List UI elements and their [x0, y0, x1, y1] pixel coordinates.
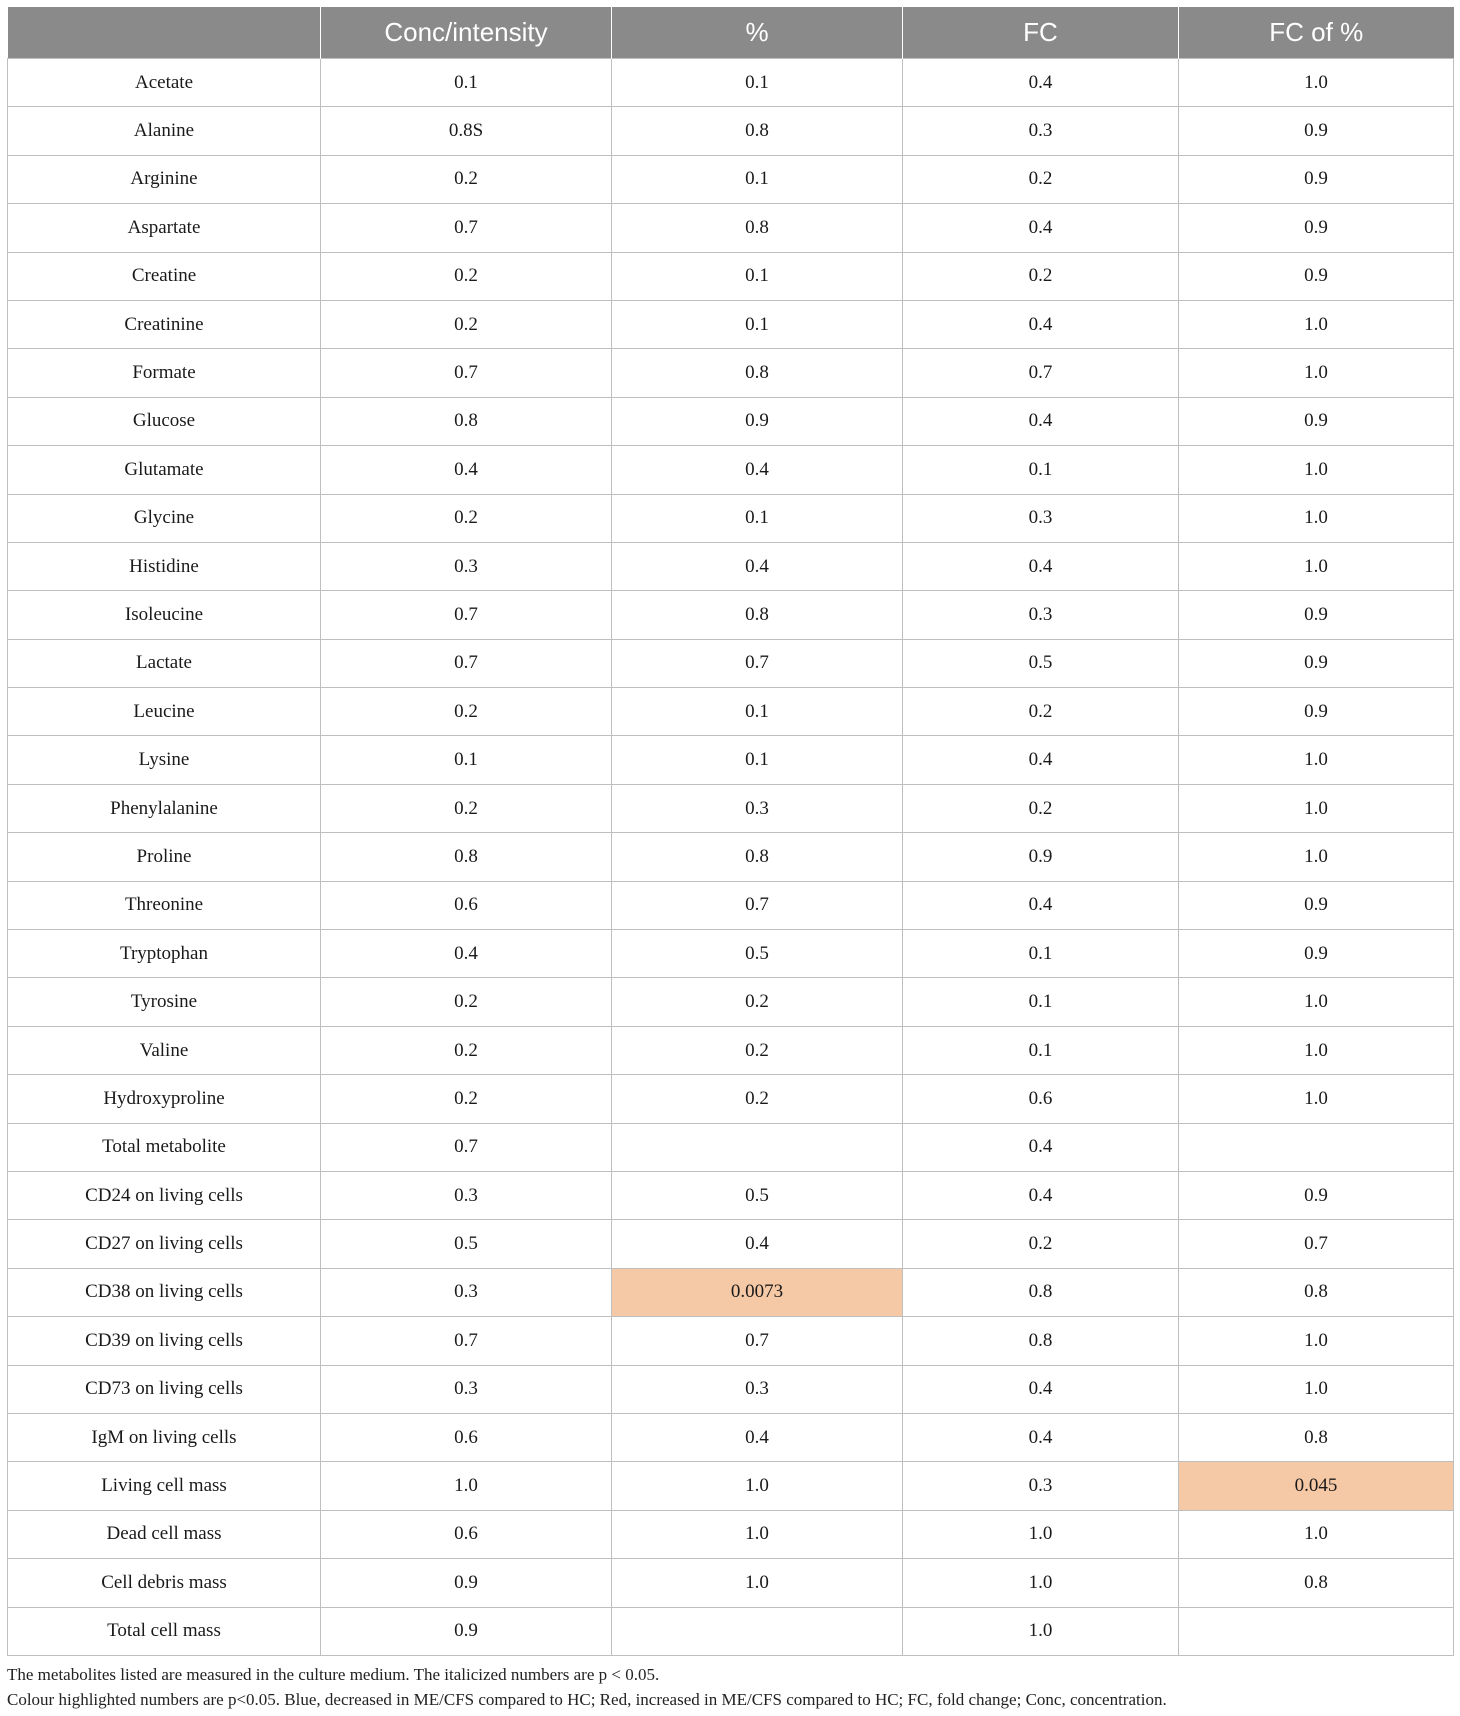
- cell-percent: 0.5: [612, 1171, 903, 1219]
- cell-percent: 1.0: [612, 1462, 903, 1510]
- cell-fc: 0.4: [903, 1413, 1179, 1461]
- cell-fc: 0.4: [903, 300, 1179, 348]
- row-label: CD39 on living cells: [8, 1317, 321, 1365]
- cell-fc-of-percent: [1179, 1123, 1454, 1171]
- cell-fc: 0.3: [903, 107, 1179, 155]
- cell-fc-of-percent: 1.0: [1179, 1026, 1454, 1074]
- cell-fc-of-percent: 0.9: [1179, 252, 1454, 300]
- cell-fc: 0.8: [903, 1268, 1179, 1316]
- table-row: [8, 204, 1454, 252]
- cell-conc: 0.2: [321, 252, 612, 300]
- cell-fc: 0.8: [903, 1317, 1179, 1365]
- table-row: [8, 59, 1454, 107]
- cell-fc: 0.1: [903, 930, 1179, 978]
- row-label: Hydroxyproline: [8, 1075, 321, 1123]
- cell-fc-of-percent: 1.0: [1179, 542, 1454, 590]
- cell-fc: 0.1: [903, 1026, 1179, 1074]
- header-cell-fc: FC: [903, 7, 1179, 59]
- cell-fc: 0.2: [903, 688, 1179, 736]
- cell-fc: 0.3: [903, 1462, 1179, 1510]
- cell-percent: 0.2: [612, 1026, 903, 1074]
- table-row: [8, 349, 1454, 397]
- table-row: [8, 1365, 1454, 1413]
- row-label: Creatinine: [8, 300, 321, 348]
- row-label: Living cell mass: [8, 1462, 321, 1510]
- cell-percent: 0.5: [612, 930, 903, 978]
- cell-conc: 0.3: [321, 1268, 612, 1316]
- cell-fc: 0.6: [903, 1075, 1179, 1123]
- cell-fc: 0.2: [903, 252, 1179, 300]
- cell-percent: [612, 1607, 903, 1655]
- cell-conc: 0.7: [321, 639, 612, 687]
- cell-fc: 0.2: [903, 784, 1179, 832]
- table-row: [8, 930, 1454, 978]
- cell-fc-of-percent: 0.8: [1179, 1559, 1454, 1607]
- row-label: Glutamate: [8, 446, 321, 494]
- table-row: [8, 1268, 1454, 1316]
- table-row: [8, 397, 1454, 445]
- cell-percent: 0.3: [612, 1365, 903, 1413]
- row-label: Threonine: [8, 881, 321, 929]
- table-row: [8, 784, 1454, 832]
- cell-percent: 0.8: [612, 204, 903, 252]
- cell-conc: 0.2: [321, 688, 612, 736]
- cell-fc: 0.4: [903, 542, 1179, 590]
- cell-fc-of-percent: 0.9: [1179, 688, 1454, 736]
- table-row: [8, 1123, 1454, 1171]
- cell-fc-of-percent: 0.9: [1179, 930, 1454, 978]
- cell-conc: 0.7: [321, 1123, 612, 1171]
- cell-fc: 0.4: [903, 397, 1179, 445]
- cell-fc: 0.4: [903, 881, 1179, 929]
- table-row: [8, 1413, 1454, 1461]
- cell-percent: 0.8: [612, 591, 903, 639]
- cell-conc: 0.7: [321, 204, 612, 252]
- cell-fc-of-percent: 1.0: [1179, 978, 1454, 1026]
- row-label: Tryptophan: [8, 930, 321, 978]
- cell-percent: 0.1: [612, 59, 903, 107]
- cell-fc: 1.0: [903, 1510, 1179, 1558]
- cell-conc: 0.3: [321, 542, 612, 590]
- table-row: [8, 107, 1454, 155]
- cell-conc: 0.9: [321, 1607, 612, 1655]
- header-row: [8, 7, 1454, 59]
- cell-fc: 1.0: [903, 1607, 1179, 1655]
- table-row: [8, 1026, 1454, 1074]
- cell-fc-of-percent: 0.9: [1179, 881, 1454, 929]
- cell-fc-of-percent: 1.0: [1179, 349, 1454, 397]
- cell-fc-of-percent: 0.9: [1179, 155, 1454, 203]
- cell-percent: 1.0: [612, 1559, 903, 1607]
- table-container: [7, 7, 1453, 1712]
- cell-conc: 0.1: [321, 59, 612, 107]
- cell-fc: 0.2: [903, 1220, 1179, 1268]
- footnote-line: Colour highlighted numbers are p<0.05. Blue, decreased in ME/CFS compared to HC; Red, increased in ME/CFS compared to HC; FC, fold change; Conc, concentration.: [7, 1689, 1167, 1709]
- cell-conc: 0.3: [321, 1365, 612, 1413]
- table-row: [8, 591, 1454, 639]
- cell-fc-of-percent: 1.0: [1179, 300, 1454, 348]
- cell-percent: 0.8: [612, 349, 903, 397]
- cell-fc-of-percent: 0.7: [1179, 1220, 1454, 1268]
- header-cell-label: [8, 7, 321, 59]
- table-row: [8, 1317, 1454, 1365]
- table-row: [8, 833, 1454, 881]
- table-row: [8, 252, 1454, 300]
- table-row: [8, 300, 1454, 348]
- cell-percent: 0.1: [612, 688, 903, 736]
- table-row: [8, 1220, 1454, 1268]
- table-row: [8, 1462, 1454, 1510]
- cell-percent: 0.4: [612, 1220, 903, 1268]
- row-label: Glycine: [8, 494, 321, 542]
- cell-conc: 0.2: [321, 494, 612, 542]
- cell-fc: 0.1: [903, 978, 1179, 1026]
- cell-fc-of-percent: 1.0: [1179, 833, 1454, 881]
- table-row: [8, 446, 1454, 494]
- cell-conc: 0.9: [321, 1559, 612, 1607]
- cell-conc: 0.2: [321, 1026, 612, 1074]
- cell-fc: 0.9: [903, 833, 1179, 881]
- cell-conc: 0.2: [321, 155, 612, 203]
- cell-conc: 0.2: [321, 784, 612, 832]
- cell-conc: 0.2: [321, 1075, 612, 1123]
- row-label: Alanine: [8, 107, 321, 155]
- table-row: [8, 881, 1454, 929]
- row-label: Lactate: [8, 639, 321, 687]
- row-label: Dead cell mass: [8, 1510, 321, 1558]
- cell-fc-of-percent: [1179, 1607, 1454, 1655]
- cell-fc-of-percent: 1.0: [1179, 1317, 1454, 1365]
- cell-conc: 0.3: [321, 1171, 612, 1219]
- row-label: Creatine: [8, 252, 321, 300]
- row-label: CD38 on living cells: [8, 1268, 321, 1316]
- cell-percent: 0.8: [612, 107, 903, 155]
- footnote-line: The metabolites listed are measured in the culture medium. The italicized numbers are p < 0.05.: [7, 1664, 660, 1684]
- table-row: [8, 639, 1454, 687]
- row-label: Valine: [8, 1026, 321, 1074]
- cell-fc: 0.2: [903, 155, 1179, 203]
- cell-fc-of-percent: 1.0: [1179, 1075, 1454, 1123]
- cell-conc: 0.8: [321, 833, 612, 881]
- cell-percent-highlighted: 0.0073: [612, 1268, 903, 1316]
- cell-percent: 0.7: [612, 881, 903, 929]
- cell-fc-of-percent: 0.8: [1179, 1413, 1454, 1461]
- cell-conc: 0.8: [321, 397, 612, 445]
- row-label: Total metabolite: [8, 1123, 321, 1171]
- header-cell-conc: Conc/intensity: [321, 7, 612, 59]
- cell-fc: 0.4: [903, 1171, 1179, 1219]
- cell-conc: 0.8S: [321, 107, 612, 155]
- cell-fc: 0.4: [903, 736, 1179, 784]
- cell-conc: 1.0: [321, 1462, 612, 1510]
- table-row: [8, 688, 1454, 736]
- cell-percent: 1.0: [612, 1510, 903, 1558]
- row-label: Leucine: [8, 688, 321, 736]
- cell-fc: 0.5: [903, 639, 1179, 687]
- cell-conc: 0.4: [321, 930, 612, 978]
- cell-percent: 0.1: [612, 494, 903, 542]
- cell-fc: 0.4: [903, 59, 1179, 107]
- cell-fc-of-percent: 1.0: [1179, 59, 1454, 107]
- cell-percent: 0.4: [612, 542, 903, 590]
- cell-conc: 0.7: [321, 591, 612, 639]
- cell-fc: 0.1: [903, 446, 1179, 494]
- cell-fc-of-percent: 1.0: [1179, 494, 1454, 542]
- cell-fc: 0.4: [903, 1123, 1179, 1171]
- cell-percent: [612, 1123, 903, 1171]
- cell-percent: 0.8: [612, 833, 903, 881]
- row-label: Lysine: [8, 736, 321, 784]
- cell-fc-of-percent: 0.9: [1179, 639, 1454, 687]
- table-row: [8, 1510, 1454, 1558]
- cell-fc-of-percent: 1.0: [1179, 736, 1454, 784]
- cell-fc-of-percent: 1.0: [1179, 1365, 1454, 1413]
- row-label: Phenylalanine: [8, 784, 321, 832]
- cell-fc-of-percent: 0.9: [1179, 204, 1454, 252]
- table-row: [8, 978, 1454, 1026]
- cell-fc-of-percent-highlighted: 0.045: [1179, 1462, 1454, 1510]
- cell-fc: 0.4: [903, 1365, 1179, 1413]
- cell-conc: 0.5: [321, 1220, 612, 1268]
- cell-percent: 0.4: [612, 446, 903, 494]
- row-label: Aspartate: [8, 204, 321, 252]
- cell-fc: 1.0: [903, 1559, 1179, 1607]
- cell-conc: 0.6: [321, 1510, 612, 1558]
- row-label: Arginine: [8, 155, 321, 203]
- cell-fc: 0.3: [903, 591, 1179, 639]
- cell-percent: 0.2: [612, 1075, 903, 1123]
- table-row: [8, 1171, 1454, 1219]
- results-table: [7, 7, 1454, 1656]
- cell-conc: 0.7: [321, 349, 612, 397]
- cell-percent: 0.7: [612, 639, 903, 687]
- table-row: [8, 736, 1454, 784]
- cell-fc-of-percent: 0.8: [1179, 1268, 1454, 1316]
- table-row: [8, 1075, 1454, 1123]
- cell-conc: 0.1: [321, 736, 612, 784]
- table-row: [8, 1559, 1454, 1607]
- header-cell-fc-of-percent: FC of %: [1179, 7, 1454, 59]
- cell-percent: 0.7: [612, 1317, 903, 1365]
- cell-percent: 0.1: [612, 736, 903, 784]
- cell-fc-of-percent: 1.0: [1179, 784, 1454, 832]
- cell-conc: 0.6: [321, 1413, 612, 1461]
- row-label: CD27 on living cells: [8, 1220, 321, 1268]
- row-label: Formate: [8, 349, 321, 397]
- table-row: [8, 1607, 1454, 1655]
- cell-percent: 0.1: [612, 252, 903, 300]
- cell-percent: 0.3: [612, 784, 903, 832]
- cell-fc-of-percent: 0.9: [1179, 397, 1454, 445]
- cell-conc: 0.6: [321, 881, 612, 929]
- row-label: Histidine: [8, 542, 321, 590]
- table-row: [8, 155, 1454, 203]
- table-row: [8, 494, 1454, 542]
- row-label: CD24 on living cells: [8, 1171, 321, 1219]
- cell-conc: 0.2: [321, 978, 612, 1026]
- row-label: Acetate: [8, 59, 321, 107]
- cell-fc-of-percent: 1.0: [1179, 1510, 1454, 1558]
- cell-fc-of-percent: 1.0: [1179, 446, 1454, 494]
- row-label: Cell debris mass: [8, 1559, 321, 1607]
- cell-conc: 0.4: [321, 446, 612, 494]
- cell-fc-of-percent: 0.9: [1179, 107, 1454, 155]
- row-label: Tyrosine: [8, 978, 321, 1026]
- cell-percent: 0.1: [612, 300, 903, 348]
- cell-fc: 0.4: [903, 204, 1179, 252]
- table-footnotes: [7, 1662, 1453, 1712]
- cell-conc: 0.7: [321, 1317, 612, 1365]
- cell-percent: 0.9: [612, 397, 903, 445]
- table-row: [8, 542, 1454, 590]
- row-label: IgM on living cells: [8, 1413, 321, 1461]
- cell-percent: 0.4: [612, 1413, 903, 1461]
- row-label: Isoleucine: [8, 591, 321, 639]
- cell-fc: 0.7: [903, 349, 1179, 397]
- cell-fc-of-percent: 0.9: [1179, 1171, 1454, 1219]
- cell-percent: 0.2: [612, 978, 903, 1026]
- cell-percent: 0.1: [612, 155, 903, 203]
- row-label: Total cell mass: [8, 1607, 321, 1655]
- row-label: Glucose: [8, 397, 321, 445]
- cell-fc: 0.3: [903, 494, 1179, 542]
- row-label: CD73 on living cells: [8, 1365, 321, 1413]
- cell-conc: 0.2: [321, 300, 612, 348]
- header-cell-percent: %: [612, 7, 903, 59]
- row-label: Proline: [8, 833, 321, 881]
- cell-fc-of-percent: 0.9: [1179, 591, 1454, 639]
